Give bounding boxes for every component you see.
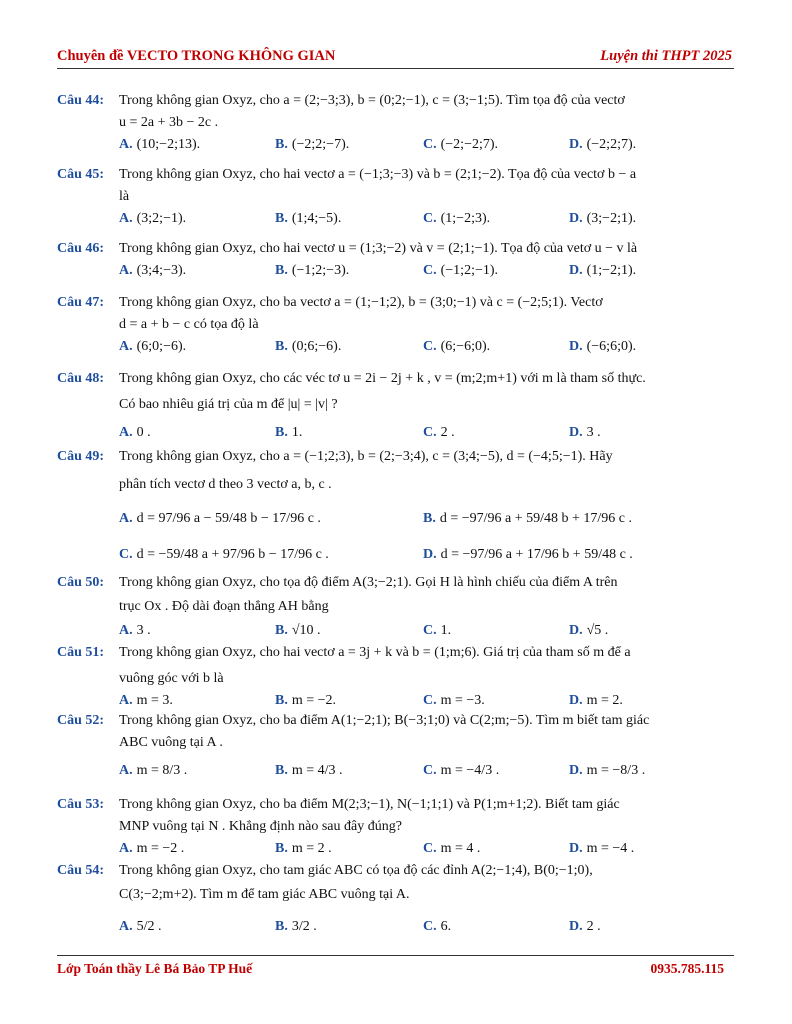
footer-class-name: Lớp Toán thầy Lê Bá Bảo TP Huế: [57, 961, 253, 976]
option-b[interactable]: B. m = 4/3 .: [275, 763, 343, 778]
answer-options: [119, 134, 737, 156]
answer-options: [119, 754, 737, 790]
question-number: Câu 45:: [57, 167, 105, 182]
question-44: [57, 90, 737, 156]
option-c[interactable]: C. d = −59/48 a + 97/96 b − 17/96 c .: [119, 547, 329, 562]
question-text: [119, 90, 737, 134]
question-line: Có bao nhiêu giá trị của m để |u| = |v| ?: [119, 397, 338, 412]
question-49: [57, 446, 737, 574]
option-a[interactable]: A. (10;−2;13).: [119, 137, 201, 152]
answer-options: [119, 690, 737, 712]
option-d[interactable]: D. d = −97/96 a + 17/96 b + 59/48 c .: [423, 547, 633, 562]
option-c[interactable]: C. m = −4/3 .: [423, 763, 500, 778]
question-line: ABC vuông tại A .: [119, 735, 223, 750]
question-54: [57, 860, 737, 946]
question-line: d = a + b − c có tọa độ là: [119, 317, 259, 332]
question-48: [57, 368, 737, 444]
question-line: Trong không gian Oxyz, cho hai vectơ u = (1;3;−2) và v = (2;1;−1). Tọa độ của vetơ u − v là: [119, 241, 638, 256]
option-a[interactable]: A. m = −2 .: [119, 841, 185, 856]
option-a[interactable]: A. (6;0;−6).: [119, 339, 187, 354]
question-45: [57, 164, 737, 230]
option-a[interactable]: A. m = 8/3 .: [119, 763, 188, 778]
option-c[interactable]: C. (6;−6;0).: [423, 339, 491, 354]
question-line: Trong không gian Oxyz, cho hai vectơ a = (−1;3;−3) và b = (2;1;−2). Tọa độ của vectơ b − a: [119, 167, 637, 182]
question-line: u = 2a + 3b − 2c .: [119, 115, 219, 130]
question-text: [119, 572, 737, 618]
option-b[interactable]: B. (1;4;−5).: [275, 211, 342, 226]
question-number: Câu 48:: [57, 371, 105, 386]
option-c[interactable]: C. m = −3.: [423, 693, 485, 708]
answer-options: [119, 620, 737, 642]
option-c[interactable]: C. 6.: [423, 919, 452, 934]
option-a[interactable]: A. 0 .: [119, 425, 151, 440]
question-51: [57, 642, 737, 712]
question-line: trục Ox . Độ dài đoạn thẳng AH bằng: [119, 599, 329, 614]
question-number: Câu 49:: [57, 449, 105, 464]
option-c[interactable]: C. (−1;2;−1).: [423, 263, 499, 278]
option-b[interactable]: B. d = −97/96 a + 59/48 b + 17/96 c .: [423, 511, 633, 526]
option-b[interactable]: B. (−1;2;−3).: [275, 263, 350, 278]
option-a[interactable]: A. m = 3.: [119, 693, 173, 708]
option-d[interactable]: D. m = −4 .: [569, 841, 635, 856]
answer-options: [119, 336, 737, 358]
question-text: [119, 860, 737, 906]
header-course: Luyện thi THPT 2025: [600, 48, 732, 64]
option-d[interactable]: D. (1;−2;1).: [569, 263, 637, 278]
question-number: Câu 44:: [57, 93, 105, 108]
question-line: C(3;−2;m+2). Tìm m để tam giác ABC vuông tại A.: [119, 887, 410, 902]
question-number: Câu 52:: [57, 713, 105, 728]
question-line: Trong không gian Oxyz, cho a = (−1;2;3), b = (2;−3;4), c = (3;4;−5), d = (−4;5;−1). Hãy: [119, 449, 613, 464]
option-d[interactable]: D. m = −8/3 .: [569, 763, 646, 778]
question-line: Trong không gian Oxyz, cho ba vectơ a = (1;−1;2), b = (3;0;−1) và c = (−2;5;1). Vectơ: [119, 295, 603, 310]
option-c[interactable]: C. 2 .: [423, 425, 455, 440]
question-line: Trong không gian Oxyz, cho a = (2;−3;3), b = (0;2;−1), c = (3;−1;5). Tìm tọa độ của vectơ: [119, 93, 625, 108]
answer-options: [119, 422, 737, 444]
option-d[interactable]: D. (−2;2;7).: [569, 137, 637, 152]
question-line: Trong không gian Oxyz, cho ba điểm M(2;3;−1), N(−1;1;1) và P(1;m+1;2). Biết tam giác: [119, 797, 620, 812]
option-b[interactable]: B. 1.: [275, 425, 303, 440]
option-a[interactable]: A. (3;4;−3).: [119, 263, 187, 278]
option-a[interactable]: A. d = 97/96 a − 59/48 b − 17/96 c .: [119, 511, 321, 526]
question-number: Câu 54:: [57, 863, 105, 878]
question-line: phân tích vectơ d theo 3 vectơ a, b, c .: [119, 477, 332, 492]
option-b[interactable]: B. m = −2.: [275, 693, 337, 708]
option-b[interactable]: B. 3/2 .: [275, 919, 317, 934]
question-number: Câu 53:: [57, 797, 105, 812]
option-b[interactable]: B. m = 2 .: [275, 841, 332, 856]
answer-options: [119, 838, 737, 860]
answer-options: [119, 910, 737, 946]
question-text: [119, 710, 737, 754]
question-line: Trong không gian Oxyz, cho hai vectơ a = 3j + k và b = (1;m;6). Giá trị của tham số m để a: [119, 645, 631, 660]
option-b[interactable]: B. √10 .: [275, 623, 321, 638]
option-a[interactable]: A. 3 .: [119, 623, 151, 638]
option-c[interactable]: C. 1.: [423, 623, 452, 638]
option-b[interactable]: B. (−2;2;−7).: [275, 137, 350, 152]
question-line: vuông góc với b là: [119, 671, 224, 686]
page-footer: [57, 955, 734, 976]
option-b[interactable]: B. (0;6;−6).: [275, 339, 342, 354]
question-text: [119, 642, 737, 690]
option-c[interactable]: C. m = 4 .: [423, 841, 481, 856]
question-text: [119, 794, 737, 838]
question-line: MNP vuông tại N . Khẳng định nào sau đây đúng?: [119, 819, 402, 834]
question-line: Trong không gian Oxyz, cho tam giác ABC có tọa độ các đỉnh A(2;−1;4), B(0;−1;0),: [119, 863, 593, 878]
option-d[interactable]: D. √5 .: [569, 623, 609, 638]
answer-options: [119, 208, 737, 230]
question-46: [57, 238, 737, 282]
question-50: [57, 572, 737, 642]
question-text: [119, 368, 737, 416]
option-c[interactable]: C. (1;−2;3).: [423, 211, 491, 226]
answer-options: [119, 538, 737, 574]
question-53: [57, 794, 737, 860]
question-number: Câu 46:: [57, 241, 105, 256]
option-d[interactable]: D. (−6;6;0).: [569, 339, 637, 354]
question-number: Câu 51:: [57, 645, 105, 660]
question-47: [57, 292, 737, 358]
question-line: Trong không gian Oxyz, cho tọa độ điểm A(3;−2;1). Gọi H là hình chiếu của điểm A trên: [119, 575, 618, 590]
header-topic: Chuyên đề VECTO TRONG KHÔNG GIAN: [57, 48, 336, 64]
option-c[interactable]: C. (−2;−2;7).: [423, 137, 499, 152]
answer-options: [119, 502, 737, 538]
page-header: [57, 46, 734, 69]
option-d[interactable]: D. m = 2.: [569, 693, 623, 708]
option-d[interactable]: D. 2 .: [569, 919, 601, 934]
footer-phone: 0935.785.115: [650, 961, 724, 976]
question-number: Câu 50:: [57, 575, 105, 590]
option-a[interactable]: A. 5/2 .: [119, 919, 162, 934]
question-line: Trong không gian Oxyz, cho ba điểm A(1;−2;1); B(−3;1;0) và C(2;m;−5). Tìm m biết tam giác: [119, 713, 650, 728]
question-line: là: [119, 189, 130, 204]
question-text: [119, 164, 737, 208]
question-text: [119, 446, 737, 496]
question-number: Câu 47:: [57, 295, 105, 310]
question-text: [119, 238, 737, 260]
option-d[interactable]: D. 3 .: [569, 425, 601, 440]
option-d[interactable]: D. (3;−2;1).: [569, 211, 637, 226]
question-line: Trong không gian Oxyz, cho các véc tơ u = 2i − 2j + k , v = (m;2;m+1) với m là tham số thực.: [119, 371, 646, 386]
answer-options: [119, 260, 737, 282]
question-text: [119, 292, 737, 336]
question-52: [57, 710, 737, 790]
option-a[interactable]: A. (3;2;−1).: [119, 211, 187, 226]
